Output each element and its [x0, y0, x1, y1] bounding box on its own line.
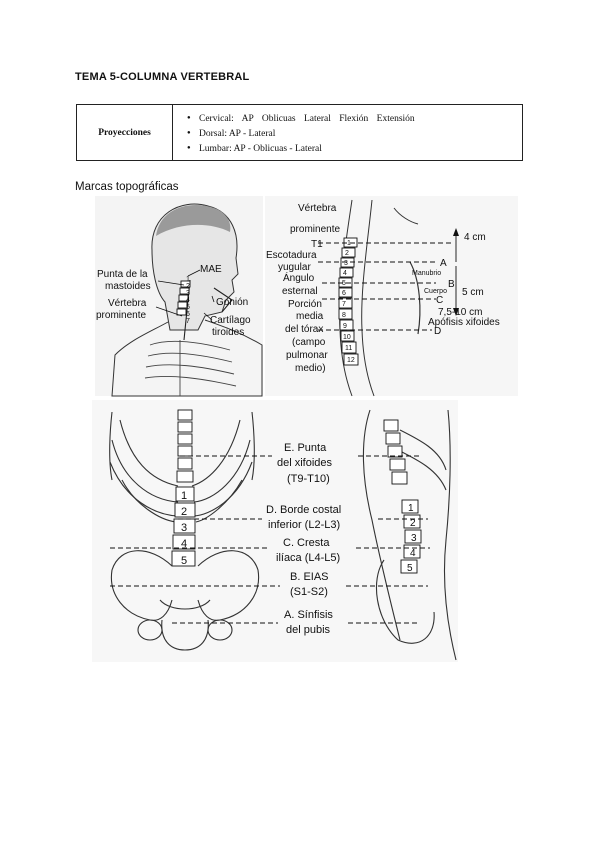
- label-cartilago-tiroides: tiroides: [212, 327, 245, 338]
- landmarks-heading: Marcas topográficas: [75, 181, 179, 193]
- page-title: TEMA 5-COLUMNA VERTEBRAL: [75, 71, 250, 83]
- label-d-borde-costal: D. Borde costal: [266, 504, 342, 516]
- label-porcion-media: pulmonar: [286, 350, 328, 361]
- label-angulo-esternal: esternal: [282, 286, 318, 297]
- thoracic-vertebra-number: 5: [342, 280, 346, 287]
- lumbar-number-lateral: 2: [410, 518, 416, 529]
- label-porcion-media: medio): [295, 363, 326, 374]
- label-cartilago-tiroides: Cartílago: [210, 315, 251, 326]
- lumbar-number-lateral: 5: [407, 563, 413, 574]
- label-gonion: Gonión: [216, 297, 249, 308]
- thoracic-vertebra-number: 6: [342, 290, 346, 297]
- label-t1: T1: [311, 239, 323, 250]
- head-neck-illustration: [95, 196, 263, 396]
- label-5cm: 5 cm: [462, 287, 484, 298]
- thoracic-vertebra-number: 1: [347, 240, 351, 247]
- thoracic-vertebra-number: 12: [347, 357, 355, 364]
- lumbar-number-ap: 3: [181, 522, 188, 534]
- thoracic-vertebra-number: 8: [342, 312, 346, 319]
- label-e-punta: del xifoides: [277, 457, 333, 469]
- head-vertebra-number: 3: [186, 290, 190, 297]
- label-c-cresta-iliaca: ilíaca (L4-L5): [276, 552, 341, 564]
- label-cuerpo: Cuerpo: [424, 288, 447, 295]
- label-b-eias: (S1-S2): [290, 586, 328, 598]
- lumbar-number-lateral: 3: [411, 533, 417, 544]
- label-punta-mastoides: mastoides: [105, 281, 151, 292]
- label-d-borde-costal: inferior (L2-L3): [268, 519, 341, 531]
- head-vertebra-number: 1: [186, 276, 190, 283]
- projections-label: Proyecciones: [77, 105, 173, 160]
- label-a: A: [440, 258, 447, 269]
- projection-item-lumbar: ● Lumbar: AP - Oblicuas - Lateral: [187, 141, 522, 156]
- label-porcion-media: media: [296, 311, 324, 322]
- lumbar-number-lateral: 4: [410, 548, 416, 559]
- thoracic-vertebra-number: 4: [343, 270, 347, 277]
- head-vertebra-number: 6: [186, 311, 190, 318]
- lumbar-number-ap: 5: [181, 555, 188, 567]
- thoracic-vertebra-number: 9: [343, 323, 347, 330]
- label-spine-vertebra-prominente: prominente: [290, 224, 341, 235]
- thoracic-vertebra-number: 3: [344, 260, 348, 267]
- head-vertebra-number: 2: [186, 283, 190, 290]
- label-7-10cm: 7,5-10 cm: [438, 307, 483, 318]
- thoracic-vertebra-number: 11: [345, 345, 353, 352]
- lumbar-number-ap: 1: [181, 490, 188, 502]
- head-vertebra-number: 7: [186, 318, 190, 325]
- label-vertebra-prominente: Vértebra: [108, 298, 147, 309]
- lumbar-number-lateral: 1: [408, 503, 414, 514]
- head-vertebra-number: 4: [186, 297, 190, 304]
- label-punta-mastoides: Punta de la: [97, 269, 148, 280]
- lumbar-illustration: [92, 400, 458, 662]
- label-c: C: [436, 295, 444, 306]
- label-e-punta: (T9-T10): [287, 473, 330, 485]
- label-escotadura-yugular: Escotadura: [266, 250, 317, 261]
- label-mae: MAE: [200, 264, 222, 275]
- projection-item-dorsal: ● Dorsal: AP - Lateral: [187, 126, 522, 141]
- projection-item-cervical: ● Cervical: AP Oblicuas Lateral Flexión Extensión: [187, 111, 522, 126]
- label-a-sinfisis: del pubis: [286, 624, 331, 636]
- label-4cm: 4 cm: [464, 232, 486, 243]
- label-e-punta: E. Punta: [284, 442, 327, 454]
- label-angulo-esternal: Ángulo: [283, 273, 315, 284]
- label-spine-vertebra-prominente: Vértebra: [298, 203, 337, 214]
- label-vertebra-prominente: prominente: [96, 310, 147, 321]
- thoracic-spine-illustration: [265, 196, 518, 396]
- label-porcion-media: del tórax: [285, 324, 324, 335]
- thoracic-vertebra-number: 7: [342, 301, 346, 308]
- label-apofisis-xifoides: Apófisis xifoides: [428, 317, 500, 328]
- label-escotadura-yugular: yugular: [278, 262, 311, 273]
- label-c-cresta-iliaca: C. Cresta: [283, 537, 330, 549]
- label-porcion-media: Porción: [288, 299, 322, 310]
- thoracic-vertebra-number: 10: [343, 334, 351, 341]
- label-d: D: [434, 326, 442, 337]
- lumbar-number-ap: 4: [181, 538, 188, 550]
- thoracic-vertebra-number: 2: [345, 250, 349, 257]
- label-b-eias: B. EIAS: [290, 571, 329, 583]
- label-b: B: [448, 279, 455, 290]
- label-manubrio: Manubrio: [412, 270, 442, 277]
- head-vertebra-number: 5: [186, 304, 190, 311]
- label-a-sinfisis: A. Sínfisis: [284, 609, 333, 621]
- lumbar-number-ap: 2: [181, 506, 188, 518]
- label-porcion-media: (campo: [292, 337, 326, 348]
